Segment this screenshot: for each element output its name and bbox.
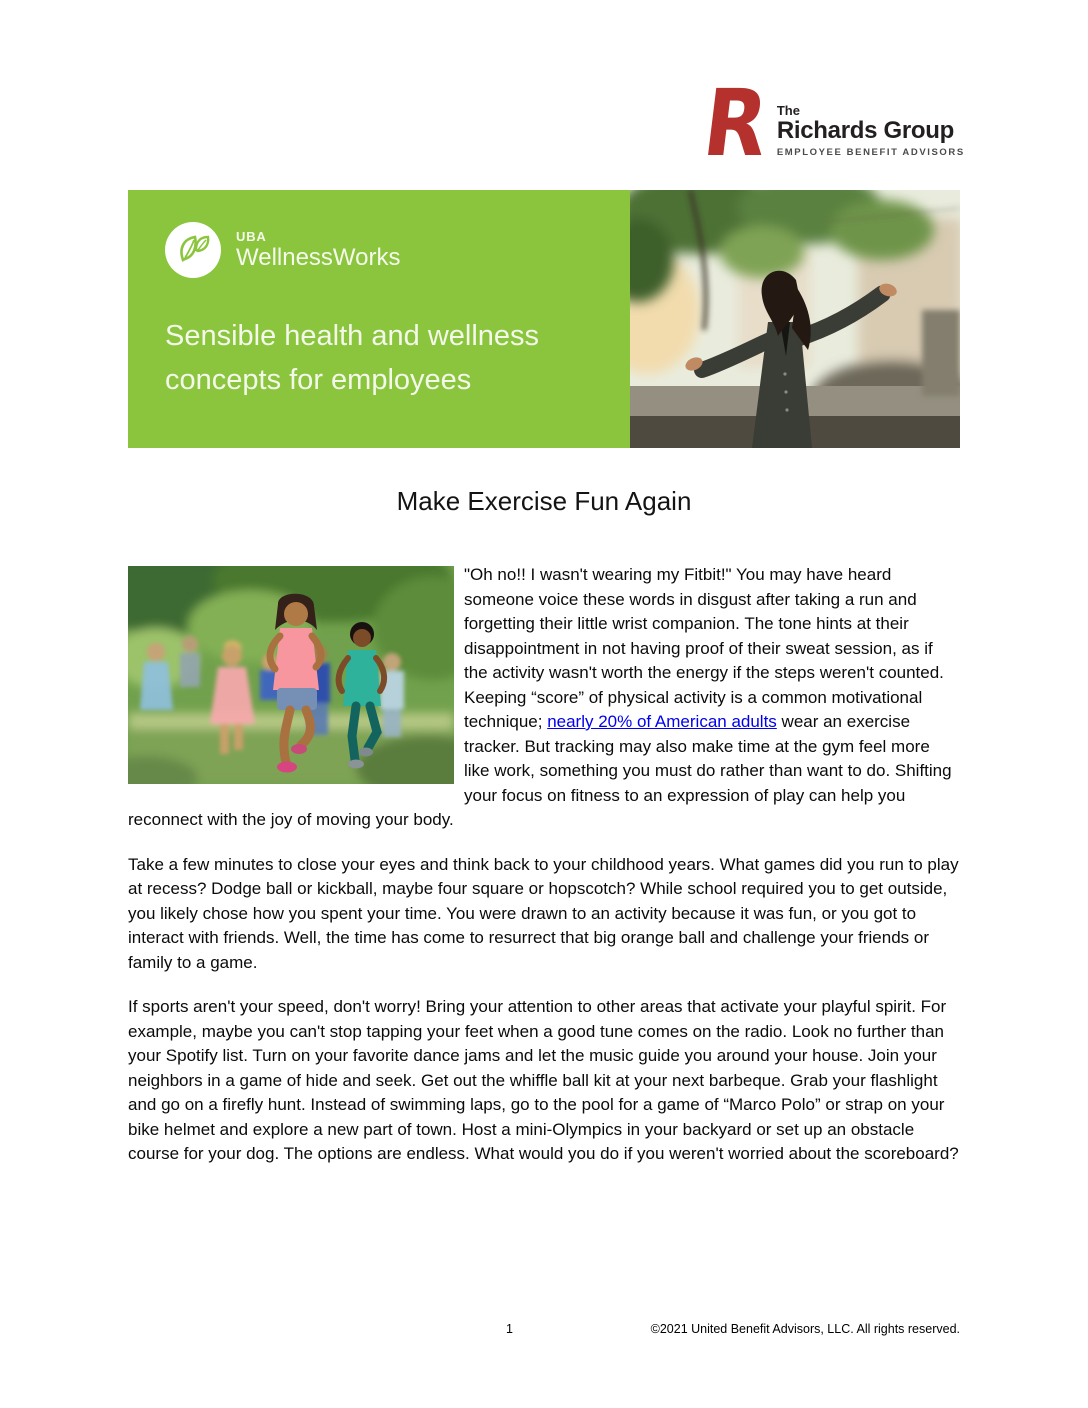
wellnessworks-label: WellnessWorks xyxy=(236,244,401,271)
richards-group-r-mark-icon: R xyxy=(697,70,770,177)
paragraph-1-text-pre: "Oh no!! I wasn't wearing my Fitbit!" You may have heard someone voice these words in disgust after taking a run and forgetting their little wrist companion. The tone hints at their disappointment in not having proof of their sweat session, as if the activity wasn't worth the energy if the steps weren't counted. Keeping “score” of physical activity is a common motivational technique; xyxy=(464,565,944,731)
wellnessworks-banner xyxy=(128,190,960,448)
page-number: 1 xyxy=(506,1322,513,1336)
uba-wellnessworks-brand xyxy=(165,222,400,278)
logo-the-label: The xyxy=(776,103,800,118)
copyright-notice: ©2021 United Benefit Advisors, LLC. All rights reserved. xyxy=(650,1322,960,1336)
banner-headline xyxy=(165,314,539,402)
article-body xyxy=(128,563,960,1187)
exercise-tracker-stat-link[interactable]: nearly 20% of American adults xyxy=(547,712,777,731)
logo-company-name: Richards Group xyxy=(776,117,955,144)
logo-tagline: EMPLOYEE BENEFIT ADVISORS xyxy=(776,147,965,158)
paragraph-1-text-post: wear an exercise tracker. But tracking may also make time at the gym feel more like work, something you must do rather than want to do. Shifting your focus on fitness to an expression of play can help you reconnect with the joy of moving your body. xyxy=(128,712,952,829)
richards-group-logo-text xyxy=(777,88,965,158)
banner-headline-line2: concepts for employees xyxy=(165,364,472,396)
paragraph-2: Take a few minutes to close your eyes and think back to your childhood years. What games did you run to play at recess? Dodge ball or kickball, maybe four square or hopscotch? While school required you to get outside, you likely chose how you spent your time. You were drawn to an activity because it was fun, or you got to interact with friends. Well, the time has come to resurrect that big orange ball and challenge your friends or family to a game. xyxy=(128,854,959,972)
uba-abbr-label: UBA xyxy=(236,229,267,244)
banner-headline-line1: Sensible health and wellness xyxy=(165,320,540,352)
richards-group-logo xyxy=(697,70,965,177)
leaf-icon xyxy=(165,222,221,278)
page-footer xyxy=(128,1322,960,1342)
article-title: Make Exercise Fun Again xyxy=(396,486,692,516)
paragraph-3: If sports aren't your speed, don't worry! Bring your attention to other areas that activate your playful spirit. For example, maybe you can't stop tapping your feet when a good tune comes on the radio. Look no further than your Spotify list. Turn on your favorite dance jams and let the music guide you around your house. Join your neighbors in a game of hide and seek. Get out the whiffle ball kit at your next barbeque. Grab your flashlight and go on a firefly hunt. Instead of swimming laps, go to the pool for a game of “Marco Polo” or strap on your bike helmet and explore a new part of town. Host a mini-Olympics in your backyard or set up an obstacle course for your dog. The options are endless. What would you do if you weren't worried about the scoreboard? xyxy=(128,997,959,1163)
banner-green-panel xyxy=(128,190,630,448)
children-running-photo xyxy=(128,566,454,784)
banner-photo-woman-arms-outstretched xyxy=(630,190,960,448)
uba-brand-text xyxy=(236,229,400,271)
paragraph-1 xyxy=(128,563,960,833)
